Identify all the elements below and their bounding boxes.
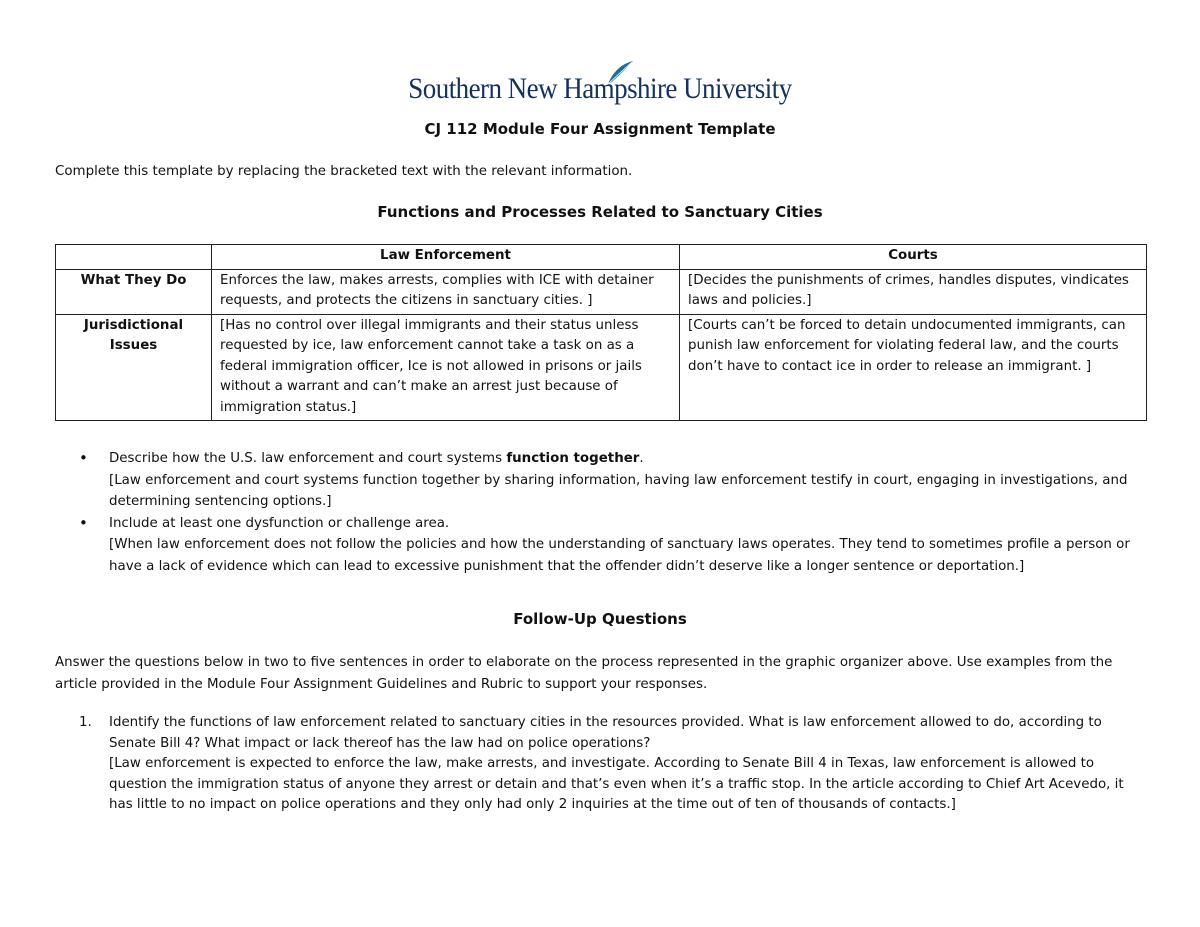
question-list: [55, 713, 1145, 816]
instructions-text: Complete this template by replacing the bracketed text with the relevant information.: [55, 164, 633, 179]
university-logo-text: Southern New Hampshire University: [408, 72, 792, 105]
table-header-law-enforcement: Law Enforcement: [212, 245, 680, 270]
bullet-list: [55, 448, 1155, 577]
list-item: [55, 513, 1155, 578]
row-label-what-they-do: What They Do: [56, 269, 212, 314]
feather-icon: [605, 58, 635, 88]
cell-courts-jurisdictional-issues: [Courts can’t be forced to detain undocumented immigrants, can punish law enforcement for violating federal law, and the courts don’t have to contact ice in order to release an immigrant. ]: [680, 314, 1147, 421]
list-item: [55, 448, 1155, 513]
cell-law-what-they-do: Enforces the law, makes arrests, complies with ICE with detainer requests, and protects the citizens in sanctuary cities. ]: [212, 269, 680, 314]
question-number: 1.: [79, 715, 92, 730]
cell-law-jurisdictional-issues: [Has no control over illegal immigrants and their status unless requested by ice, law enforcement cannot take a task on as a federal immigration officer, Ice is not allowed in prisons or jails without a warrant and can’t make an arrest just because of immigration status.]: [212, 314, 680, 421]
followup-heading: Follow-Up Questions: [513, 610, 687, 628]
list-item: [55, 713, 1145, 816]
bullet-response: [When law enforcement does not follow the policies and how the understanding of sanctuary laws operates. They tend to sometimes profile a person or have a lack of evidence which can lead to excessive punishment that the offender didn’t deserve like a longer sentence or deportation.]: [109, 537, 1130, 574]
document-title: CJ 112 Module Four Assignment Template: [424, 120, 776, 138]
question-response: [Law enforcement is expected to enforce the law, make arrests, and investigate. According to Senate Bill 4 in Texas, law enforcement is allowed to question the immigration status of anyone they arrest or detain and that’s even when it’s a traffic stop. In the article according to Chief Art Acevedo, it has little to no impact on police operations and they only had only 2 inquiries at the time out of ten of thousands of contacts.]: [109, 756, 1124, 812]
functions-heading: Functions and Processes Related to Sanctuary Cities: [377, 203, 823, 221]
table-row: [56, 314, 1147, 421]
row-label-jurisdictional-issues: Jurisdictional Issues: [56, 314, 212, 421]
table-row: [56, 269, 1147, 314]
bullet-response: [Law enforcement and court systems function together by sharing information, having law enforcement testify in court, engaging in investigations, and determining sentencing options.]: [109, 472, 1128, 509]
table-header-courts: Courts: [680, 245, 1147, 270]
university-logo: [0, 52, 1200, 104]
table-header-blank: [56, 245, 212, 270]
question-prompt: Identify the functions of law enforcement related to sanctuary cities in the resources provided. What is law enforcement allowed to do, according to Senate Bill 4? What impact or lack thereof has the law had on police operations?: [109, 715, 1102, 751]
bullet-prompt: Include at least one dysfunction or challenge area.: [109, 515, 450, 531]
bullet-prompt: Describe how the U.S. law enforcement and court systems function together.: [109, 451, 644, 466]
cell-courts-what-they-do: [Decides the punishments of crimes, handles disputes, vindicates laws and policies.]: [680, 269, 1147, 314]
table-header-row: [56, 245, 1147, 270]
functions-table: [55, 244, 1147, 421]
followup-instructions: Answer the questions below in two to five sentences in order to elaborate on the process represented in the graphic organizer above. Use examples from the article provided in the Module Four Assignment Guidelines and Rubric to support your responses.: [55, 655, 1113, 692]
